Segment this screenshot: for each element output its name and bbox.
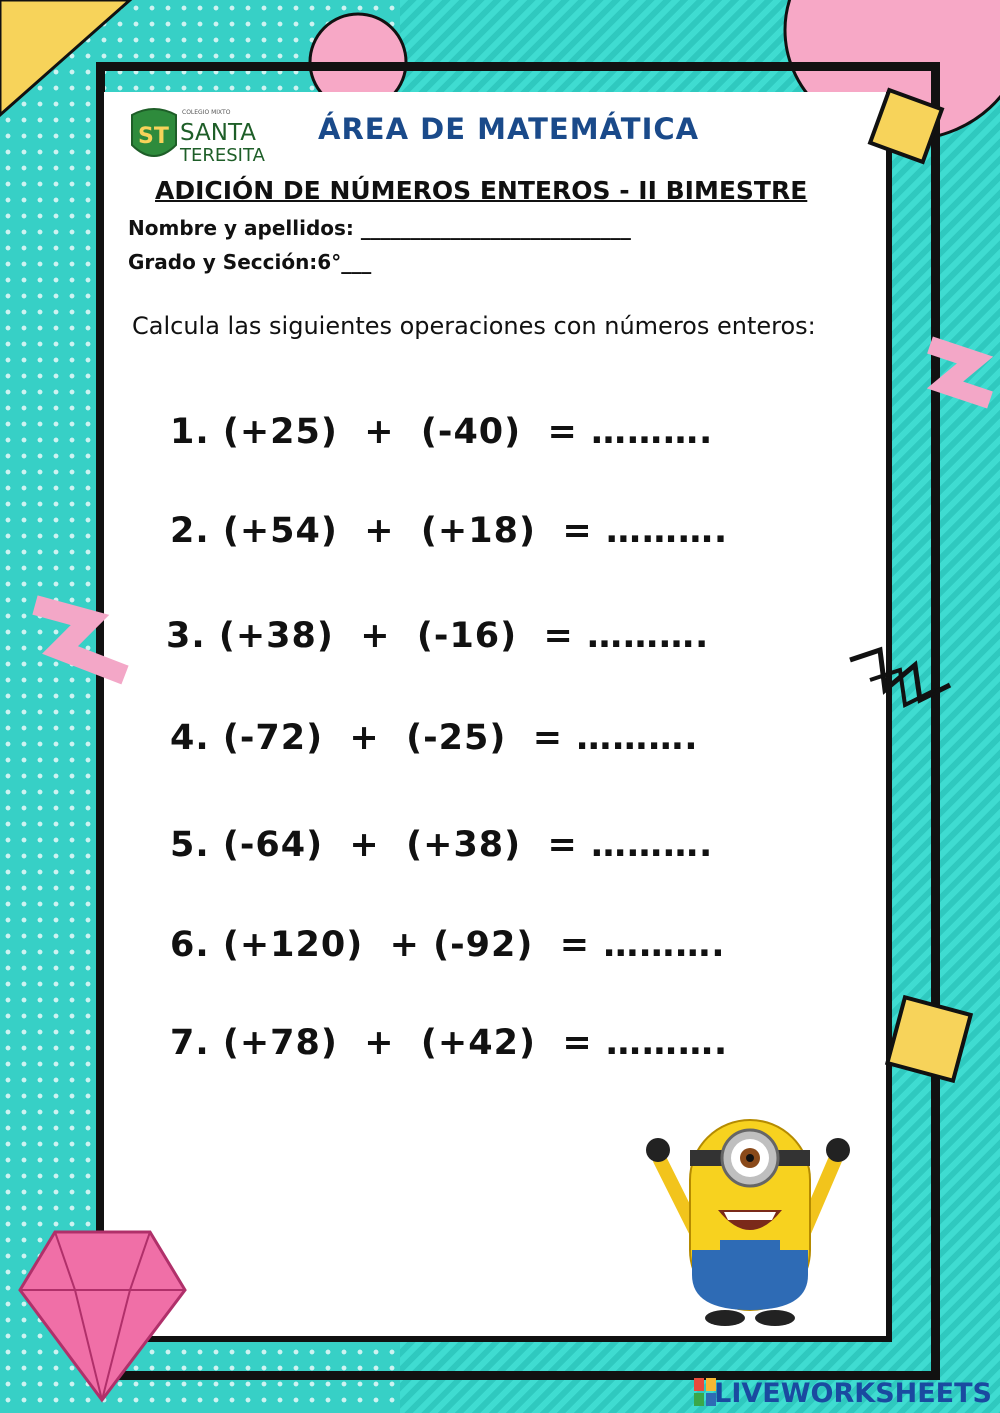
svg-text:COLEGIO MIXTO: COLEGIO MIXTO <box>182 109 231 116</box>
exercise-1[interactable]: 1. (+25) + (-40) = ………. <box>170 412 714 452</box>
exercise-5[interactable]: 5. (-64) + (+38) = ………. <box>170 825 714 865</box>
grade-field[interactable]: Grado y Sección:6°___ <box>128 250 372 274</box>
liveworksheets-watermark[interactable]: LIVEWORKSHEETS <box>714 1378 992 1409</box>
minion-icon <box>640 1100 860 1330</box>
exercise-7[interactable]: 7. (+78) + (+42) = ………. <box>170 1023 729 1063</box>
exercise-4[interactable]: 4. (-72) + (-25) = ………. <box>170 718 699 758</box>
name-field[interactable]: Nombre y apellidos: ___________________________ <box>128 216 631 240</box>
diamond-icon <box>20 1232 185 1400</box>
svg-text:SANTA: SANTA <box>180 120 256 146</box>
instruction-text: Calcula las siguientes operaciones con números enteros: <box>132 312 816 340</box>
exercise-3[interactable]: 3. (+38) + (-16) = ………. <box>166 616 710 656</box>
exercise-2[interactable]: 2. (+54) + (+18) = ………. <box>170 511 729 551</box>
svg-text:ST: ST <box>138 124 169 149</box>
exercise-6[interactable]: 6. (+120) + (-92) = ………. <box>170 925 726 965</box>
area-title: ÁREA DE MATEMÁTICA <box>318 112 700 146</box>
liveworksheets-icon <box>694 1378 716 1406</box>
worksheet-title: ADICIÓN DE NÚMEROS ENTEROS - II BIMESTRE <box>155 176 808 205</box>
logo-icon <box>128 105 268 167</box>
svg-text:TERESITA: TERESITA <box>180 145 265 166</box>
